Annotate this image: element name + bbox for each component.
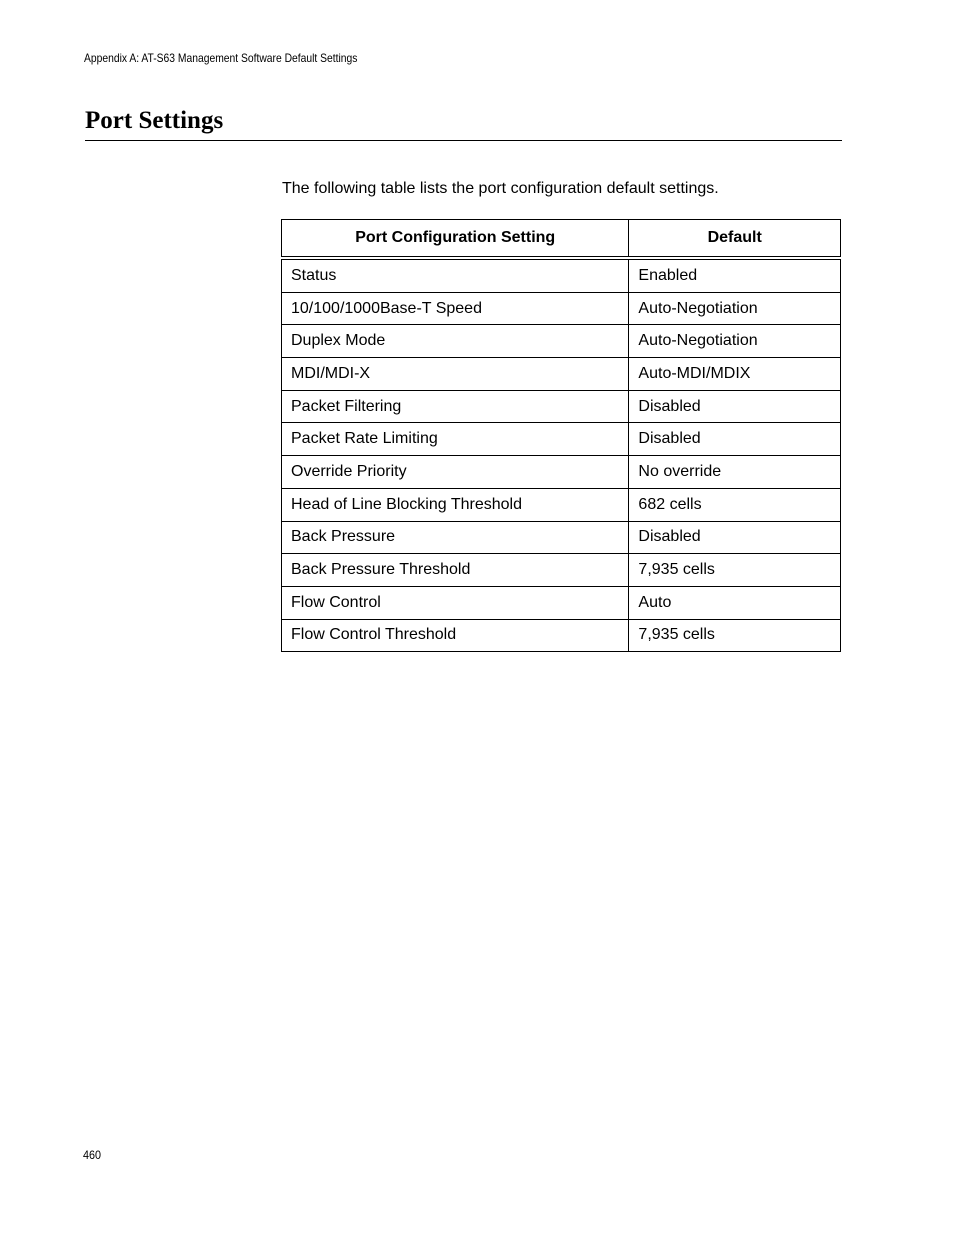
table-row xyxy=(282,456,841,489)
default-cell: 682 cells xyxy=(629,488,841,521)
section-title: Port Settings xyxy=(85,107,224,134)
table-row xyxy=(282,325,841,358)
setting-cell: MDI/MDI-X xyxy=(282,358,629,391)
default-cell: Auto-Negotiation xyxy=(629,325,841,358)
default-cell: Auto-Negotiation xyxy=(629,292,841,325)
default-cell: Auto xyxy=(629,586,841,619)
setting-cell: Override Priority xyxy=(282,456,629,489)
table-row xyxy=(282,292,841,325)
port-settings-table xyxy=(281,219,841,652)
default-cell: Disabled xyxy=(629,390,841,423)
table-header-row xyxy=(282,220,841,259)
setting-cell: Head of Line Blocking Threshold xyxy=(282,488,629,521)
table-row xyxy=(282,358,841,391)
table-row xyxy=(282,390,841,423)
default-cell: Enabled xyxy=(629,258,841,292)
table-row xyxy=(282,619,841,652)
column-header-setting: Port Configuration Setting xyxy=(282,220,629,259)
setting-cell: Status xyxy=(282,258,629,292)
table-row xyxy=(282,423,841,456)
page-number: 460 xyxy=(83,1148,102,1162)
default-cell: 7,935 cells xyxy=(629,619,841,652)
table-row xyxy=(282,258,841,292)
table-row xyxy=(282,488,841,521)
setting-cell: Flow Control Threshold xyxy=(282,619,629,652)
default-cell: Auto-MDI/MDIX xyxy=(629,358,841,391)
default-cell: 7,935 cells xyxy=(629,554,841,587)
setting-cell: Packet Rate Limiting xyxy=(282,423,629,456)
setting-cell: Back Pressure xyxy=(282,521,629,554)
setting-cell: 10/100/1000Base-T Speed xyxy=(282,292,629,325)
running-header: Appendix A: AT-S63 Management Software Default Settings xyxy=(84,51,358,65)
setting-cell: Flow Control xyxy=(282,586,629,619)
table-row xyxy=(282,554,841,587)
default-cell: Disabled xyxy=(629,521,841,554)
intro-paragraph: The following table lists the port configuration default settings. xyxy=(282,180,719,197)
column-header-default: Default xyxy=(629,220,841,259)
table-row xyxy=(282,521,841,554)
default-cell: No override xyxy=(629,456,841,489)
setting-cell: Packet Filtering xyxy=(282,390,629,423)
title-rule xyxy=(85,140,842,141)
default-cell: Disabled xyxy=(629,423,841,456)
setting-cell: Back Pressure Threshold xyxy=(282,554,629,587)
table-row xyxy=(282,586,841,619)
setting-cell: Duplex Mode xyxy=(282,325,629,358)
